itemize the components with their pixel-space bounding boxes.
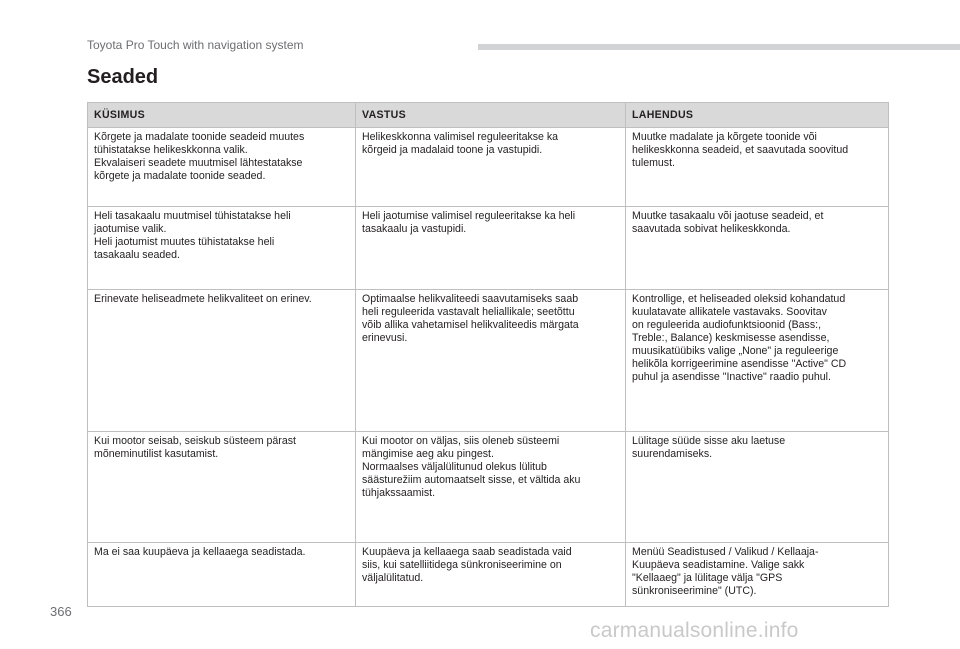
answer-cell: Kuupäeva ja kellaaega saab seadistada vaid siis, kui satelliitidega sünkroniseerimine on väljalülitatud. [356, 543, 626, 607]
table-row [88, 128, 889, 207]
table-header-row [88, 103, 889, 128]
solution-cell: Muutke tasakaalu või jaotuse seadeid, et saavutada sobivat helikeskkonda. [626, 207, 889, 290]
question-cell: Ma ei saa kuupäeva ja kellaaega seadistada. [88, 543, 356, 607]
solution-cell: Kontrollige, et heliseaded oleksid kohandatud kuulatavate allikatele vastavaks. Soovitav on reguleerida audiofunktsioonid (Bass:, Treble:, Balance) keskmisesse asendisse, muusikatüübiks valige „None" ja reguleerige helikõla korrigeerimine asendisse "Active" CD puhul ja asendisse "Inactive" raadio puhul. [626, 290, 889, 432]
table-row [88, 432, 889, 543]
question-cell: Kõrgete ja madalate toonide seadeid muutes tühistatakse helikeskkonna valik. Ekvalaiseri seadete muutmisel lähtestatakse kõrgete ja madalate toonide seaded. [88, 128, 356, 207]
page-title: Seaded [87, 66, 159, 88]
answer-cell: Heli jaotumise valimisel reguleeritakse ka heli tasakaalu ja vastupidi. [356, 207, 626, 290]
running-header: Toyota Pro Touch with navigation system [87, 38, 304, 52]
table-row [88, 543, 889, 607]
solution-cell: Muutke madalate ja kõrgete toonide või helikeskkonna seadeid, et saavutada soovitud tulemust. [626, 128, 889, 207]
watermark: carmanualsonline.info [590, 619, 799, 642]
solution-cell: Menüü Seadistused / Valikud / Kellaaja- Kuupäeva seadistamine. Valige sakk "Kellaaeg" ja lülitage välja "GPS sünkroniseerimine" (UTC). [626, 543, 889, 607]
question-cell: Heli tasakaalu muutmisel tühistatakse heli jaotumise valik. Heli jaotumist muutes tühistatakse heli tasakaalu seaded. [88, 207, 356, 290]
answer-cell: Helikeskkonna valimisel reguleeritakse ka kõrgeid ja madalaid toone ja vastupidi. [356, 128, 626, 207]
answer-cell: Kui mootor on väljas, siis oleneb süsteemi mängimise aeg aku pingest. Normaalses väljalülitunud olekus lülitub säästurežiim automaatselt sisse, et vältida aku tühjakssaamist. [356, 432, 626, 543]
solution-cell: Lülitage süüde sisse aku laetuse suurendamiseks. [626, 432, 889, 543]
page-number: 366 [50, 604, 72, 619]
table-row [88, 290, 889, 432]
column-header-question: KÜSIMUS [88, 103, 356, 128]
question-cell: Erinevate heliseadmete helikvaliteet on erinev. [88, 290, 356, 432]
table-row [88, 207, 889, 290]
header-rule [478, 44, 960, 50]
column-header-solution: LAHENDUS [626, 103, 889, 128]
column-header-answer: VASTUS [356, 103, 626, 128]
troubleshooting-table [87, 102, 889, 607]
question-cell: Kui mootor seisab, seiskub süsteem pärast mõneminutilist kasutamist. [88, 432, 356, 543]
answer-cell: Optimaalse helikvaliteedi saavutamiseks saab heli reguleerida vastavalt heliallikale; seetõttu võib allika vahetamisel helikvaliteedis märgata erinevusi. [356, 290, 626, 432]
